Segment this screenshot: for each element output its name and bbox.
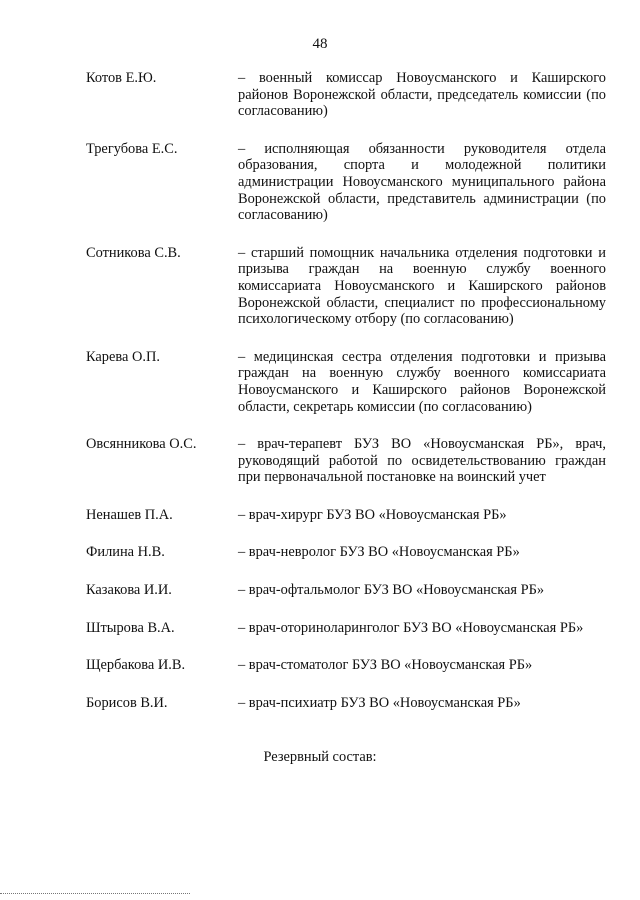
member-row xyxy=(86,657,606,674)
member-role: – врач-офтальмолог БУЗ ВО «Новоусманская РБ» xyxy=(238,582,545,599)
member-row xyxy=(86,544,606,561)
member-role: – врач-психиатр БУЗ ВО «Новоусманская РБ» xyxy=(238,694,521,711)
member-row xyxy=(86,141,606,224)
member-name: Щербакова И.В. xyxy=(86,657,186,674)
member-role: – исполняющая обязанности руководителя отдела образования, спорта и молодежной политики администрации Новоусманского муниципального района Воронежской области, представитель администрации (по согласованию) xyxy=(238,140,606,224)
member-name: Трегубова Е.С. xyxy=(86,140,178,157)
member-name: Казакова И.И. xyxy=(86,582,172,599)
member-name: Овсянникова О.С. xyxy=(86,436,197,453)
member-name: Котов Е.Ю. xyxy=(86,70,157,86)
page-bottom-divider xyxy=(0,893,190,894)
member-role: – врач-оториноларинголог БУЗ ВО «Новоусманская РБ» xyxy=(238,619,584,636)
member-name: Штырова В.А. xyxy=(86,619,175,636)
member-role: – врач-терапевт БУЗ ВО «Новоусманская РБ», врач, руководящий работой по освидетельствованию граждан при первоначальной постановке на воинский учет xyxy=(238,436,606,486)
member-role: – врач-невролог БУЗ ВО «Новоусманская РБ» xyxy=(238,544,520,561)
member-name: Филина Н.В. xyxy=(86,544,165,561)
member-name: Карева О.П. xyxy=(86,348,160,365)
member-row xyxy=(86,436,606,486)
member-row xyxy=(86,582,606,599)
member-row xyxy=(86,245,606,328)
member-name: Борисов В.И. xyxy=(86,694,168,711)
member-role: – старший помощник начальника отделения подготовки и призыва граждан на военную службу военного комиссариата Новоусманского и Каширского районов Воронежской области, специалист по профессиональному психологическому отбору (по согласованию) xyxy=(238,244,606,328)
member-row xyxy=(86,70,606,120)
member-row xyxy=(86,349,606,415)
reserve-section-heading: Резервный состав: xyxy=(263,749,377,765)
member-row xyxy=(86,620,606,637)
member-role: – медицинская сестра отделения подготовки и призыва граждан на военную службу военного комиссариата Новоусманского и Каширского районов Воронежской области, секретарь комиссии (по согласованию) xyxy=(238,348,606,415)
member-name: Сотникова С.В. xyxy=(86,244,181,261)
member-row xyxy=(86,695,606,712)
member-role: – военный комиссар Новоусманского и Каширского районов Воронежской области, председатель комиссии (по согласованию) xyxy=(238,70,606,120)
member-role: – врач-хирург БУЗ ВО «Новоусманская РБ» xyxy=(238,506,507,523)
member-role: – врач-стоматолог БУЗ ВО «Новоусманская РБ» xyxy=(238,657,533,674)
page-number: 48 xyxy=(312,36,328,52)
member-name: Ненашев П.А. xyxy=(86,506,173,523)
member-row xyxy=(86,507,606,524)
commission-members-list xyxy=(86,70,606,732)
